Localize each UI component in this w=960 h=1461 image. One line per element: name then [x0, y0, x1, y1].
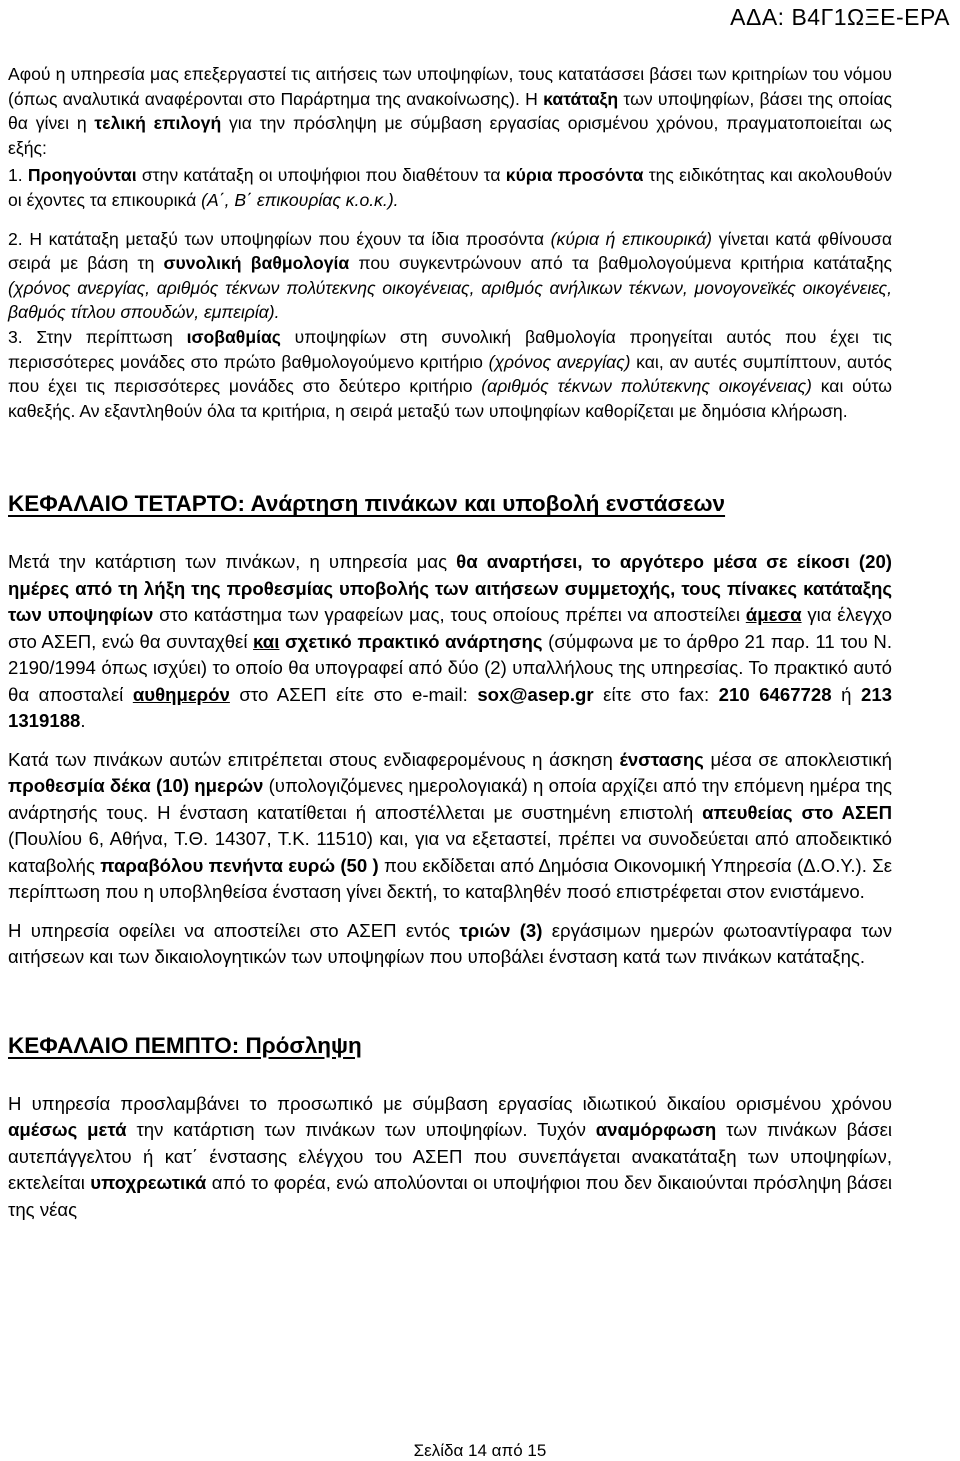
document-code: ΑΔΑ: Β4Γ1ΩΞΕ-ΕΡΑ	[730, 4, 950, 30]
ranking-rule-3: 3. Στην περίπτωση ισοβαθμίας υποψηφίων στη συνολική βαθμολογία προηγείται αυτός που έχει τις περισσότερες μονάδες στο πρώτο βαθμολογούμενο κριτήριο (χρόνος ανεργίας) και, αν αυτές συμπίπτουν, αυτός που έχει τις περισσότερες μονάδες στο δεύτερο κριτήριο (αριθμός τέκνων πολύτεκνης οικογένειας) και ούτω καθεξής. Αν εξαντληθούν όλα τα κριτήρια, η σειρά μεταξύ των υποψηφίων καθορίζεται με δημόσια κλήρωση.	[8, 326, 893, 421]
ranking-rule-2: 2. Η κατάταξη μεταξύ των υποψηφίων που έχουν τα ίδια προσόντα (κύρια ή επικουρικά) γίνεται κατά φθίνουσα σειρά με βάση τη συνολική βαθμολογία που συγκεντρώνουν από τα βαθμολογούμενα κριτήρια κατάταξης (χρόνος ανεργίας, αριθμός τέκνων πολύτεκνης οικογένειας, αριθμός ανήλικων τέκνων, μονογονεϊκές οικογένειες, βαθμός τίτλου σπουδών, εμπειρία).	[8, 228, 893, 323]
chapter-4-paragraph-objections: Κατά των πινάκων αυτών επιτρέπεται στους ενδιαφερομένους η άσκηση ένστασης μέσα σε αποκλειστική προθεσμία δέκα (10) ημερών (υπολογιζόμενες ημερολογιακά) η οποία αρχίζει από την επόμενη ημέρα της ανάρτησής τους. Η ένσταση κατατίθεται ή αποστέλλεται με συστημένη επιστολή απευθείας στο ΑΣΕΠ (Πουλίου 6, Αθήνα, Τ.Θ. 14307, Τ.Κ. 11510) και, για να εξεταστεί, πρέπει να συνοδεύεται από αποδεικτικό καταβολής παραβόλου πενήντα ευρώ (50 ) που εκδίδεται από Δημόσια Οικονομική Υπηρεσία (Δ.Ο.Υ.). Σε περίπτωση που η υποβληθείσα ένσταση γίνει δεκτή, το καταβληθέν ποσό επιστρέφεται στον ενιστάμενο.	[8, 748, 892, 903]
asep-fax-1: 210 6467728	[718, 683, 832, 705]
chapter-5-paragraph-hiring: Η υπηρεσία προσλαμβάνει το προσωπικό με σύμβαση εργασίας ιδιωτικού δικαίου ορισμένου χρόνου αμέσως μετά την κατάρτιση των πινάκων των υποψηφίων. Τυχόν αναμόρφωση των πινάκων βάσει αυτεπάγγελτου ή κατ΄ ένστασης ελέγχου του ΑΣΕΠ που συνεπάγεται ανακατάταξη των υποψηφίων, εκτελείται υποχρεωτικά από το φορέα, ενώ απολύονται οι υποψήφιοι που δεν δικαιούνται πρόσληψη βάσει της νέας	[8, 1092, 893, 1220]
asep-email: sox@asep.gr	[477, 683, 594, 705]
chapter-5-heading: ΚΕΦΑΛΑΙΟ ΠΕΜΠΤΟ: Πρόσληψη	[8, 1032, 362, 1058]
page-number: Σελίδα 14 από 15	[413, 1441, 547, 1460]
chapter-4-heading: ΚΕΦΑΛΑΙΟ ΤΕΤΑΡΤΟ: Ανάρτηση πινάκων και υποβολή ενστάσεων	[8, 491, 726, 517]
chapter-4-paragraph-posting: Μετά την κατάρτιση των πινάκων, η υπηρεσία μας θα αναρτήσει, το αργότερο μέσα σε είκοσι (20) ημέρες από τη λήξη της προθεσμίας υποβολής των αιτήσεων συμμετοχής, τους πίνακες κατάταξης των υποψηφίων στο κατάστημα των γραφείων μας, τους οποίους πρέπει να αποστείλει άμεσα για έλεγχο στο ΑΣΕΠ, ενώ θα συνταχθεί και σχετικό πρακτικό ανάρτησης (σύμφωνα με το άρθρο 21 παρ. 11 του Ν. 2190/1994 όπως ισχύει) το οποίο θα υπογραφεί από δύο (2) υπαλλήλους της υπηρεσίας. Το πρακτικό αυτό θα αποσταλεί αυθημερόν στο ΑΣΕΠ είτε στο e-mail: sox@asep.gr είτε στο fax: 210 6467728 ή 213 1319188.	[8, 551, 893, 732]
selection-intro: Αφού η υπηρεσία μας επεξεργαστεί τις αιτήσεις των υποψηφίων, τους κατατάσσει βάσει των κριτηρίων του νόμου (όπως αναλυτικά αναφέρονται στο Παράρτημα της ανακοίνωσης). Η κατάταξη των υποψηφίων, βάσει της οποίας θα γίνει η τελική επιλογή για την πρόσληψη με σύμβαση εργασίας ορισμένου χρόνου, πραγματοποιείται ως εξής:	[8, 64, 892, 158]
asep-fax-2: 213 1319188	[8, 683, 893, 732]
ranking-rule-1: 1. Προηγούνται στην κατάταξη οι υποψήφιοι που διαθέτουν τα κύρια προσόντα της ειδικότητας και ακολουθούν οι έχοντες τα επικουρικά (Α΄, Β΄ επικουρίας κ.ο.κ.).	[8, 165, 893, 210]
chapter-4-paragraph-forwarding: Η υπηρεσία οφείλει να αποστείλει στο ΑΣΕΠ εντός τριών (3) εργάσιμων ημερών φωτοαντίγραφα των αιτήσεων και των δικαιολογητικών των υποψηφίων που υποβάλει ένσταση κατά των πινάκων κατάταξης.	[8, 919, 893, 968]
document-body	[8, 62, 892, 1223]
selection-section	[8, 62, 892, 423]
